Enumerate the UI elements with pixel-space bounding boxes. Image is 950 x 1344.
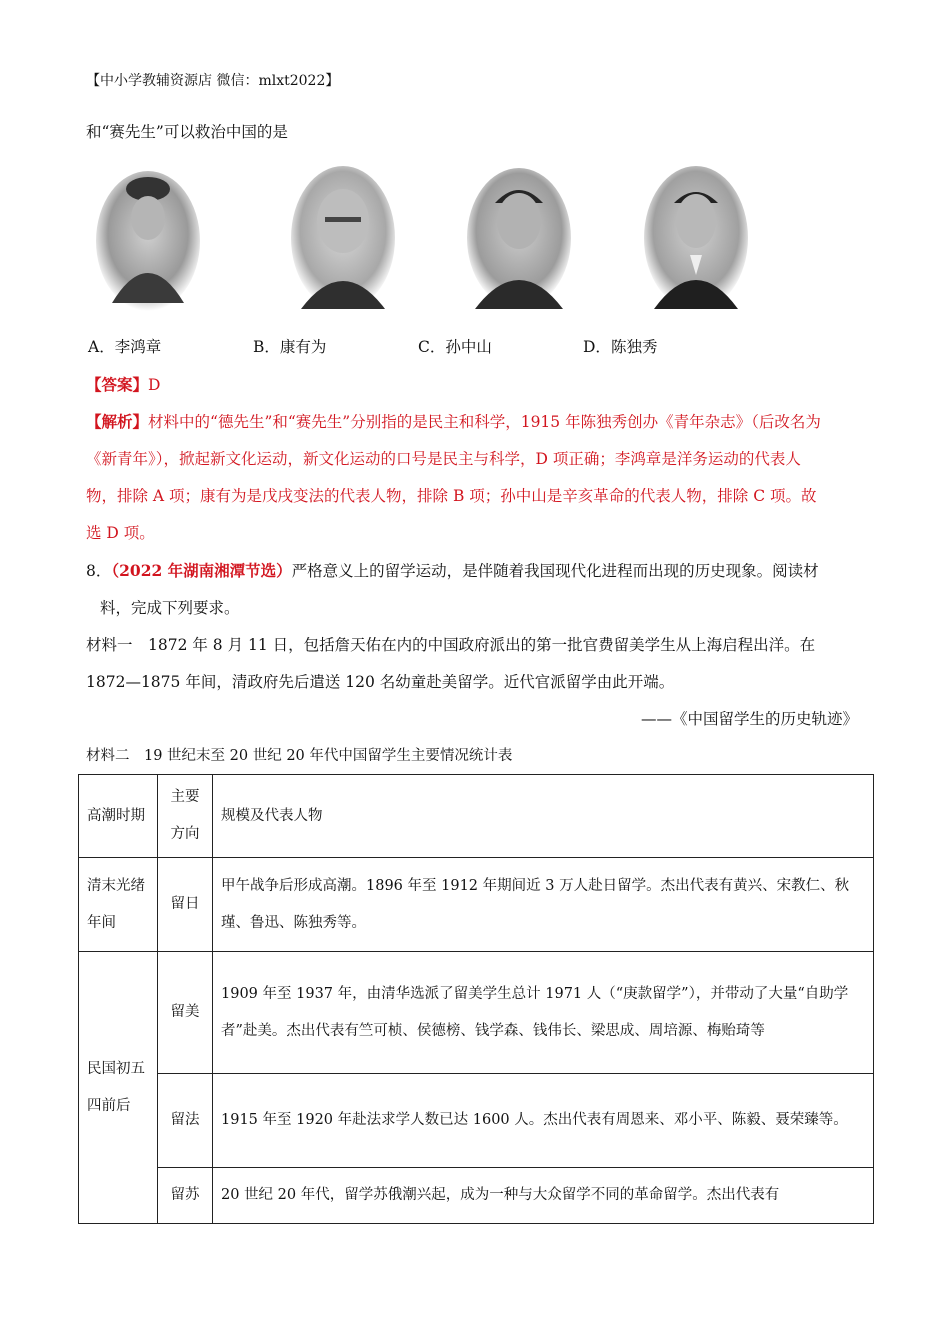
table-row	[79, 858, 874, 952]
row-direction: 留苏	[158, 1168, 213, 1224]
analysis-line-2: 《新青年》），掀起新文化运动，新文化运动的口号是民主与科学，D 项正确；李鸿章是洋务运动的代表人	[86, 450, 801, 468]
header-watermark: 【中小学教辅资源店 微信：mlxt2022】	[86, 73, 340, 89]
portrait-sun-yatsen	[463, 163, 575, 313]
option-b: B．康有为	[253, 338, 327, 356]
portrait-li-hongzhang	[92, 163, 204, 313]
row-detail: 甲午战争后形成高潮。1896 年至 1912 年期间近 3 万人赴日留学。杰出代表有黄兴、宋教仁、秋瑾、鲁迅、陈独秀等。	[213, 858, 874, 952]
material1-source: ——《中国留学生的历史轨迹》	[640, 710, 858, 728]
study-abroad-table	[78, 774, 874, 1224]
material1-line-1: 材料一 1872 年 8 月 11 日，包括詹天佑在内的中国政府派出的第一批官费留美学生从上海启程出洋。在	[86, 636, 816, 654]
table-header-row	[79, 775, 874, 858]
row-period: 清末光绪年间	[79, 858, 158, 952]
option-c: C．孙中山	[418, 338, 492, 356]
portrait-kang-youwei	[287, 163, 399, 313]
analysis-line-3: 物，排除 A 项；康有为是戊戌变法的代表人物，排除 B 项；孙中山是辛亥革命的代表人物，排除 C 项。故	[86, 487, 817, 505]
row-period: 民国初五四前后	[79, 952, 158, 1224]
row-detail: 20 世纪 20 年代，留学苏俄潮兴起，成为一种与大众留学不同的革命留学。杰出代表有	[213, 1168, 874, 1224]
table-row	[79, 1168, 874, 1224]
table-row	[79, 952, 874, 1074]
material2-caption: 材料二 19 世纪末至 20 世纪 20 年代中国留学生主要情况统计表	[86, 748, 513, 764]
option-d: D．陈独秀	[583, 338, 658, 356]
header-period: 高潮时期	[79, 775, 158, 858]
row-direction: 留日	[158, 858, 213, 952]
table-row	[79, 1074, 874, 1168]
option-a: A．李鸿章	[88, 338, 162, 356]
question-tail: 和“赛先生”可以救治中国的是	[86, 123, 288, 141]
row-detail: 1909 年至 1937 年，由清华选派了留美学生总计 1971 人（“庚款留学”），并带动了大量“自助学者”赴美。杰出代表有竺可桢、侯德榜、钱学森、钱伟长、梁思成、周培源、梅贻琦等	[213, 952, 874, 1074]
q8-line-1: 8．（2022 年湖南湘潭节选）严格意义上的留学运动，是伴随着我国现代化进程而出现的历史现象。阅读材	[86, 561, 819, 580]
row-detail: 1915 年至 1920 年赴法求学人数已达 1600 人。杰出代表有周恩来、邓小平、陈毅、聂荣臻等。	[213, 1074, 874, 1168]
header-direction: 主要方向	[158, 775, 213, 858]
row-direction: 留法	[158, 1074, 213, 1168]
material1-line-2: 1872—1875 年间，清政府先后遣送 120 名幼童赴美留学。近代官派留学由此开端。	[86, 673, 675, 691]
analysis-line-1: 【解析】材料中的“德先生”和“赛先生”分别指的是民主和科学，1915 年陈独秀创办《青年杂志》（后改名为	[86, 412, 821, 431]
portrait-chen-duxiu	[640, 163, 752, 313]
row-direction: 留美	[158, 952, 213, 1074]
q8-line-2: 料，完成下列要求。	[100, 599, 240, 617]
analysis-line-4: 选 D 项。	[86, 524, 155, 542]
answer: 【答案】D	[86, 375, 161, 394]
header-detail: 规模及代表人物	[213, 775, 874, 858]
